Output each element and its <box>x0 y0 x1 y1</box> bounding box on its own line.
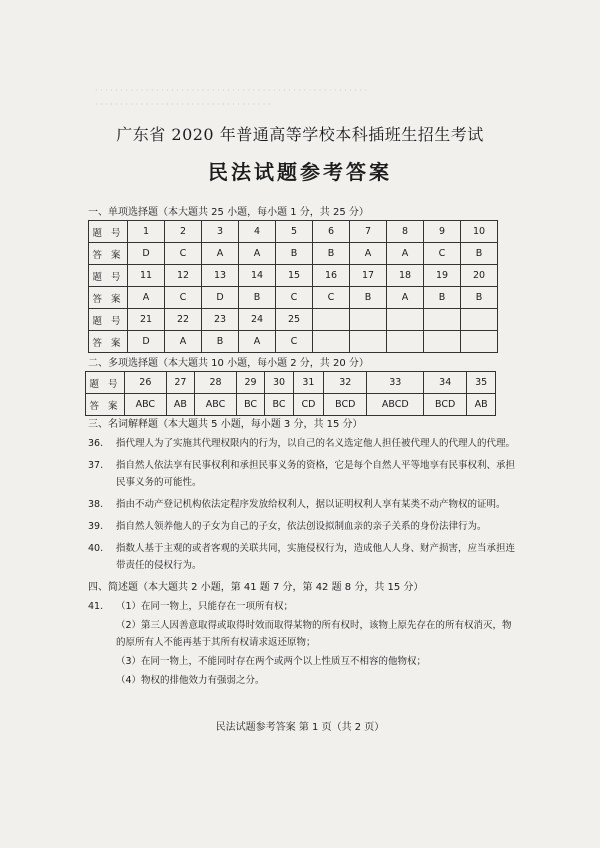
answer-cell: ABC <box>195 394 237 416</box>
question-number-cell: 12 <box>165 265 202 287</box>
question-number-cell <box>424 309 461 331</box>
answer-cell: ABCD <box>367 394 424 416</box>
answer-text: 指数人基于主观的或者客观的关联共同，实施侵权行为，造成他人人身、财产损害，应当承担连带责任的侵权行为。 <box>116 543 516 571</box>
question-number: 37. <box>88 460 104 471</box>
answer-text: 指代理人为了实施其代理权限内的行为，以自己的名义选定他人担任被代理人的代理人的代理。 <box>116 438 516 449</box>
answer-cell <box>461 331 498 353</box>
answer-point: （4）物权的排他效力有强弱之分。 <box>116 675 265 686</box>
question-number-cell: 21 <box>128 309 165 331</box>
row-label-answer: 答 案 <box>89 243 128 265</box>
answer-cell: D <box>128 243 165 265</box>
question-number-cell: 10 <box>461 221 498 243</box>
section-heading-short-answer: 四、简述题（本大题共 2 小题，第 41 题 7 分，第 42 题 8 分，共 15 分） <box>88 582 424 593</box>
question-number-cell: 26 <box>125 372 167 394</box>
answer-cell: B <box>202 331 239 353</box>
question-number-cell: 30 <box>265 372 293 394</box>
question-number-cell: 24 <box>239 309 276 331</box>
answer-points <box>116 598 518 691</box>
row-label-answer: 答 案 <box>89 331 128 353</box>
answer-cell: BC <box>236 394 264 416</box>
answer-text: 指由不动产登记机构依法定程序发放给权利人，据以证明权利人享有某类不动产物权的证明。 <box>116 499 506 510</box>
short-answer-41 <box>88 598 518 691</box>
section-heading-term-explain: 三、名词解释题（本大题共 5 小题，每小题 3 分，共 15 分） <box>88 419 363 430</box>
question-number-cell: 8 <box>387 221 424 243</box>
bleed-through-text: · · · · · · · · · · · · · · · · · · · · · · · · · · · · · · · · · · · · · · · · · · · · · · · · · · · · · · <box>95 86 368 95</box>
question-number-cell: 29 <box>236 372 264 394</box>
answer-cell: D <box>202 287 239 309</box>
question-number-cell: 4 <box>239 221 276 243</box>
answer-cell: A <box>387 287 424 309</box>
answer-row <box>89 331 498 353</box>
answer-row <box>86 394 496 416</box>
question-number-row <box>89 309 498 331</box>
bleed-through-text: · · · · · · · · · · · · · · · · · · · · · · · · · · · · · · · · · · · <box>95 100 271 109</box>
question-number-cell: 18 <box>387 265 424 287</box>
question-number-cell: 2 <box>165 221 202 243</box>
answer-cell: B <box>313 243 350 265</box>
section-heading-multi-choice: 二、多项选择题（本大题共 10 小题，每小题 2 分，共 20 分） <box>88 358 369 369</box>
answer-cell: A <box>239 243 276 265</box>
question-number-cell: 28 <box>195 372 237 394</box>
answer-cell: B <box>276 243 313 265</box>
question-number-cell: 5 <box>276 221 313 243</box>
question-number-cell: 3 <box>202 221 239 243</box>
answer-point: （1）在同一物上，只能存在一项所有权； <box>116 601 294 612</box>
answer-cell: AB <box>166 394 195 416</box>
question-number-cell <box>350 309 387 331</box>
question-number-row <box>89 265 498 287</box>
single-choice-table <box>88 220 498 353</box>
section-heading-single-choice: 一、单项选择题（本大题共 25 小题，每小题 1 分，共 25 分） <box>88 207 369 218</box>
answer-cell: B <box>350 287 387 309</box>
answer-cell <box>313 331 350 353</box>
question-number-cell <box>313 309 350 331</box>
answer-text: 指自然人依法享有民事权利和承担民事义务的资格，它是每个自然人平等地享有民事权利、承担民事义务的可能性。 <box>116 460 516 488</box>
question-number-cell: 1 <box>128 221 165 243</box>
question-number-cell: 20 <box>461 265 498 287</box>
question-number: 38. <box>88 499 104 510</box>
document-title: 民法试题参考答案 <box>208 160 392 184</box>
answer-cell: BCD <box>324 394 367 416</box>
exam-title: 广东省 2020 年普通高等学校本科插班生招生考试 <box>116 125 484 144</box>
term-answer-item <box>88 435 518 452</box>
question-number-cell: 32 <box>324 372 367 394</box>
answer-cell: AB <box>467 394 496 416</box>
question-number-cell: 9 <box>424 221 461 243</box>
question-number-cell: 7 <box>350 221 387 243</box>
answer-point: （2）第三人因善意取得或取得时效而取得某物的所有权时，该物上原先存在的所有权消灭，物的原所有人不能再基于其所有权请求返还原物； <box>116 620 512 648</box>
row-label-question: 题 号 <box>89 221 128 243</box>
answer-cell: C <box>165 243 202 265</box>
question-number: 41. <box>88 601 104 612</box>
answer-cell: C <box>276 287 313 309</box>
question-number: 36. <box>88 438 104 449</box>
question-number-cell <box>387 309 424 331</box>
row-label-question: 题 号 <box>89 309 128 331</box>
multi-choice-table <box>85 371 496 416</box>
answer-cell: B <box>239 287 276 309</box>
question-number-cell: 13 <box>202 265 239 287</box>
answer-row <box>89 243 498 265</box>
answer-point: （3）在同一物上，不能同时存在两个或两个以上性质互不相容的他物权； <box>116 656 427 667</box>
answer-cell: A <box>128 287 165 309</box>
answer-cell: A <box>165 331 202 353</box>
question-number-cell: 17 <box>350 265 387 287</box>
answer-cell: B <box>424 287 461 309</box>
answer-cell: A <box>387 243 424 265</box>
answer-cell: CD <box>293 394 323 416</box>
answer-text: 指自然人领养他人的子女为自己的子女，依法创设拟制血亲的亲子关系的身份法律行为。 <box>116 521 487 532</box>
question-number-cell: 34 <box>424 372 467 394</box>
question-number-cell: 35 <box>467 372 496 394</box>
term-answer-item <box>88 518 518 535</box>
question-number-cell: 22 <box>165 309 202 331</box>
question-number-row <box>86 372 496 394</box>
question-number-cell <box>461 309 498 331</box>
answer-cell <box>387 331 424 353</box>
answer-cell: D <box>128 331 165 353</box>
question-number: 40. <box>88 543 104 554</box>
text-answers <box>88 416 518 696</box>
answer-cell: A <box>239 331 276 353</box>
answer-cell: C <box>276 331 313 353</box>
question-number-cell: 27 <box>166 372 195 394</box>
answer-row <box>89 287 498 309</box>
answer-cell: C <box>165 287 202 309</box>
question-number-cell: 6 <box>313 221 350 243</box>
answer-cell: C <box>424 243 461 265</box>
answer-cell: A <box>202 243 239 265</box>
row-label-answer: 答 案 <box>86 394 125 416</box>
question-number-cell: 33 <box>367 372 424 394</box>
question-number-cell: 23 <box>202 309 239 331</box>
question-number-cell: 19 <box>424 265 461 287</box>
row-label-question: 题 号 <box>86 372 125 394</box>
row-label-answer: 答 案 <box>89 287 128 309</box>
question-number-cell: 25 <box>276 309 313 331</box>
question-number-cell: 11 <box>128 265 165 287</box>
question-number-cell: 31 <box>293 372 323 394</box>
page-footer: 民法试题参考答案 第 1 页（共 2 页） <box>215 722 385 733</box>
answer-cell: C <box>313 287 350 309</box>
answer-cell: B <box>461 287 498 309</box>
question-number-cell: 16 <box>313 265 350 287</box>
answer-cell <box>424 331 461 353</box>
question-number: 39. <box>88 521 104 532</box>
question-number-row <box>89 221 498 243</box>
answer-cell: ABC <box>125 394 167 416</box>
term-answer-item <box>88 496 518 513</box>
answer-cell: A <box>350 243 387 265</box>
term-answer-item <box>88 457 518 491</box>
answer-cell <box>350 331 387 353</box>
answer-cell: BC <box>265 394 293 416</box>
term-answer-item <box>88 540 518 574</box>
question-number-cell: 15 <box>276 265 313 287</box>
term-answer-list <box>88 435 518 574</box>
answer-cell: B <box>461 243 498 265</box>
question-number-cell: 14 <box>239 265 276 287</box>
row-label-question: 题 号 <box>89 265 128 287</box>
answer-cell: BCD <box>424 394 467 416</box>
